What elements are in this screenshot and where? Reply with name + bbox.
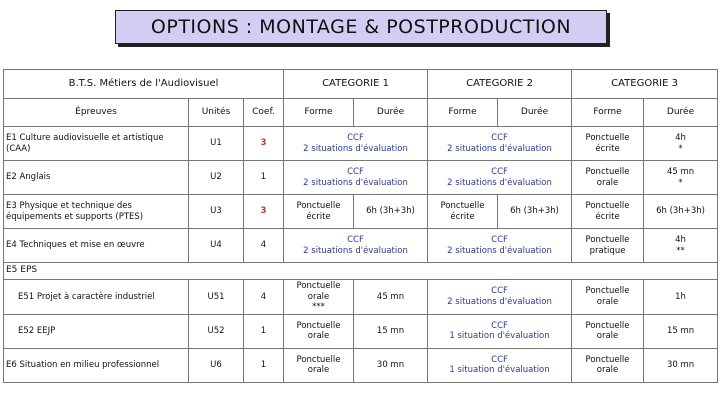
cat1-duree-cell: 6h (3h+3h) [354,195,428,229]
cat3-duree-cell [644,127,718,161]
col-epreuves: Épreuves [4,99,189,127]
col-unites: Unités [189,99,244,127]
cat1-duree-cell: 45 mn [354,280,428,315]
cat3-forme-cell: Ponctuelle orale [572,314,644,348]
ccf-detail: 1 situation d'évaluation [449,365,550,376]
coef-cell: 4 [244,229,284,263]
unite-cell: U3 [189,195,244,229]
cat1-ccf-cell [284,161,428,195]
epreuve-cell: E52 EEJP [4,314,189,348]
duree-value: 45 mn [666,166,695,177]
col-duree-2: Durée [498,99,572,127]
cat1-forme-cell: Ponctuelle écrite [284,195,354,229]
ccf-label: CCF [347,132,364,143]
cat3-forme-cell: Ponctuelle orale [572,280,644,315]
forme-value: Ponctuelle orale [296,281,341,302]
cat3-forme-cell: Ponctuelle orale [572,348,644,382]
unite-cell: U1 [189,127,244,161]
col-duree-3: Durée [644,99,718,127]
cat3-duree-cell: 1h [644,280,718,315]
table-row [4,195,718,229]
epreuve-cell: E3 Physique et technique des équipements et supports (PTES) [4,195,189,229]
cat1-ccf-cell [284,229,428,263]
cat3-duree-cell: 6h (3h+3h) [644,195,718,229]
ccf-detail: 2 situations d'évaluation [303,245,408,256]
cat2-ccf-cell [428,127,572,161]
cat2-forme-cell: Ponctuelle écrite [428,195,498,229]
unite-cell: U2 [189,161,244,195]
unite-cell: U51 [189,280,244,315]
header-row-categories [4,70,718,99]
cat1-duree-cell: 30 mn [354,348,428,382]
exam-table [3,69,718,383]
ccf-label: CCF [491,166,508,177]
ccf-label: CCF [491,234,508,245]
cat1-forme-cell: Ponctuelle orale [284,314,354,348]
epreuve-cell: E4 Techniques et mise en œuvre [4,229,189,263]
ccf-label: CCF [491,286,508,297]
epreuve-cell: E6 Situation en milieu professionnel [4,348,189,382]
coef-cell: 4 [244,280,284,315]
cat3-duree-cell [644,229,718,263]
cat2-ccf-cell [428,229,572,263]
ccf-label: CCF [347,234,364,245]
header-bts: B.T.S. Métiers de l'Audiovisuel [4,70,284,99]
epreuve-cell: E2 Anglais [4,161,189,195]
ccf-detail: 2 situations d'évaluation [447,245,552,256]
header-cat3: CATEGORIE 3 [572,70,718,99]
coef-cell: 3 [244,127,284,161]
duree-mark: ** [676,245,685,256]
unite-cell: U4 [189,229,244,263]
col-forme-1: Forme [284,99,354,127]
header-row-columns [4,99,718,127]
table-row [4,161,718,195]
table-row [4,348,718,382]
cat2-ccf-cell [428,348,572,382]
col-forme-3: Forme [572,99,644,127]
ccf-label: CCF [347,166,364,177]
header-cat2: CATEGORIE 2 [428,70,572,99]
ccf-detail: 2 situations d'évaluation [303,177,408,188]
epreuve-cell: E51 Projet à caractère industriel [4,280,189,315]
header-cat1: CATEGORIE 1 [284,70,428,99]
cat3-duree-cell: 30 mn [644,348,718,382]
table-row [4,314,718,348]
ccf-label: CCF [491,354,508,365]
ccf-detail: 2 situations d'évaluation [447,177,552,188]
epreuve-cell: E1 Culture audiovisuelle et artistique (CAA) [4,127,189,161]
coef-cell: 3 [244,195,284,229]
col-coef: Coef. [244,99,284,127]
col-forme-2: Forme [428,99,498,127]
cat1-duree-cell: 15 mn [354,314,428,348]
cat2-duree-cell: 6h (3h+3h) [498,195,572,229]
ccf-label: CCF [491,132,508,143]
ccf-detail: 2 situations d'évaluation [447,296,552,307]
section-row-e5 [4,263,718,280]
ccf-detail: 2 situations d'évaluation [303,143,408,154]
cat3-forme-cell: Ponctuelle écrite [572,127,644,161]
cat1-forme-cell: Ponctuelle orale [284,348,354,382]
cat3-duree-cell [644,161,718,195]
unite-cell: U52 [189,314,244,348]
cat1-forme-cell [284,280,354,315]
coef-cell: 1 [244,348,284,382]
page-title: OPTIONS : MONTAGE & POSTPRODUCTION [115,10,607,44]
forme-mark: *** [312,302,325,313]
duree-value: 4h [675,234,686,245]
ccf-detail: 1 situation d'évaluation [449,331,550,342]
table-row [4,229,718,263]
coef-cell: 1 [244,314,284,348]
cat2-ccf-cell [428,280,572,315]
table-row [4,280,718,315]
col-duree-1: Durée [354,99,428,127]
unite-cell: U6 [189,348,244,382]
section-label-e5: E5 EPS [4,263,718,280]
ccf-label: CCF [491,320,508,331]
table-row [4,127,718,161]
cat2-ccf-cell [428,314,572,348]
duree-mark: * [678,177,683,188]
duree-value: 4h [675,132,686,143]
coef-cell: 1 [244,161,284,195]
cat3-forme-cell: Ponctuelle orale [572,161,644,195]
ccf-detail: 2 situations d'évaluation [447,143,552,154]
duree-mark: * [678,143,683,154]
cat1-ccf-cell [284,127,428,161]
cat2-ccf-cell [428,161,572,195]
cat3-duree-cell: 15 mn [644,314,718,348]
cat3-forme-cell: Ponctuelle écrite [572,195,644,229]
cat3-forme-cell: Ponctuelle pratique [572,229,644,263]
